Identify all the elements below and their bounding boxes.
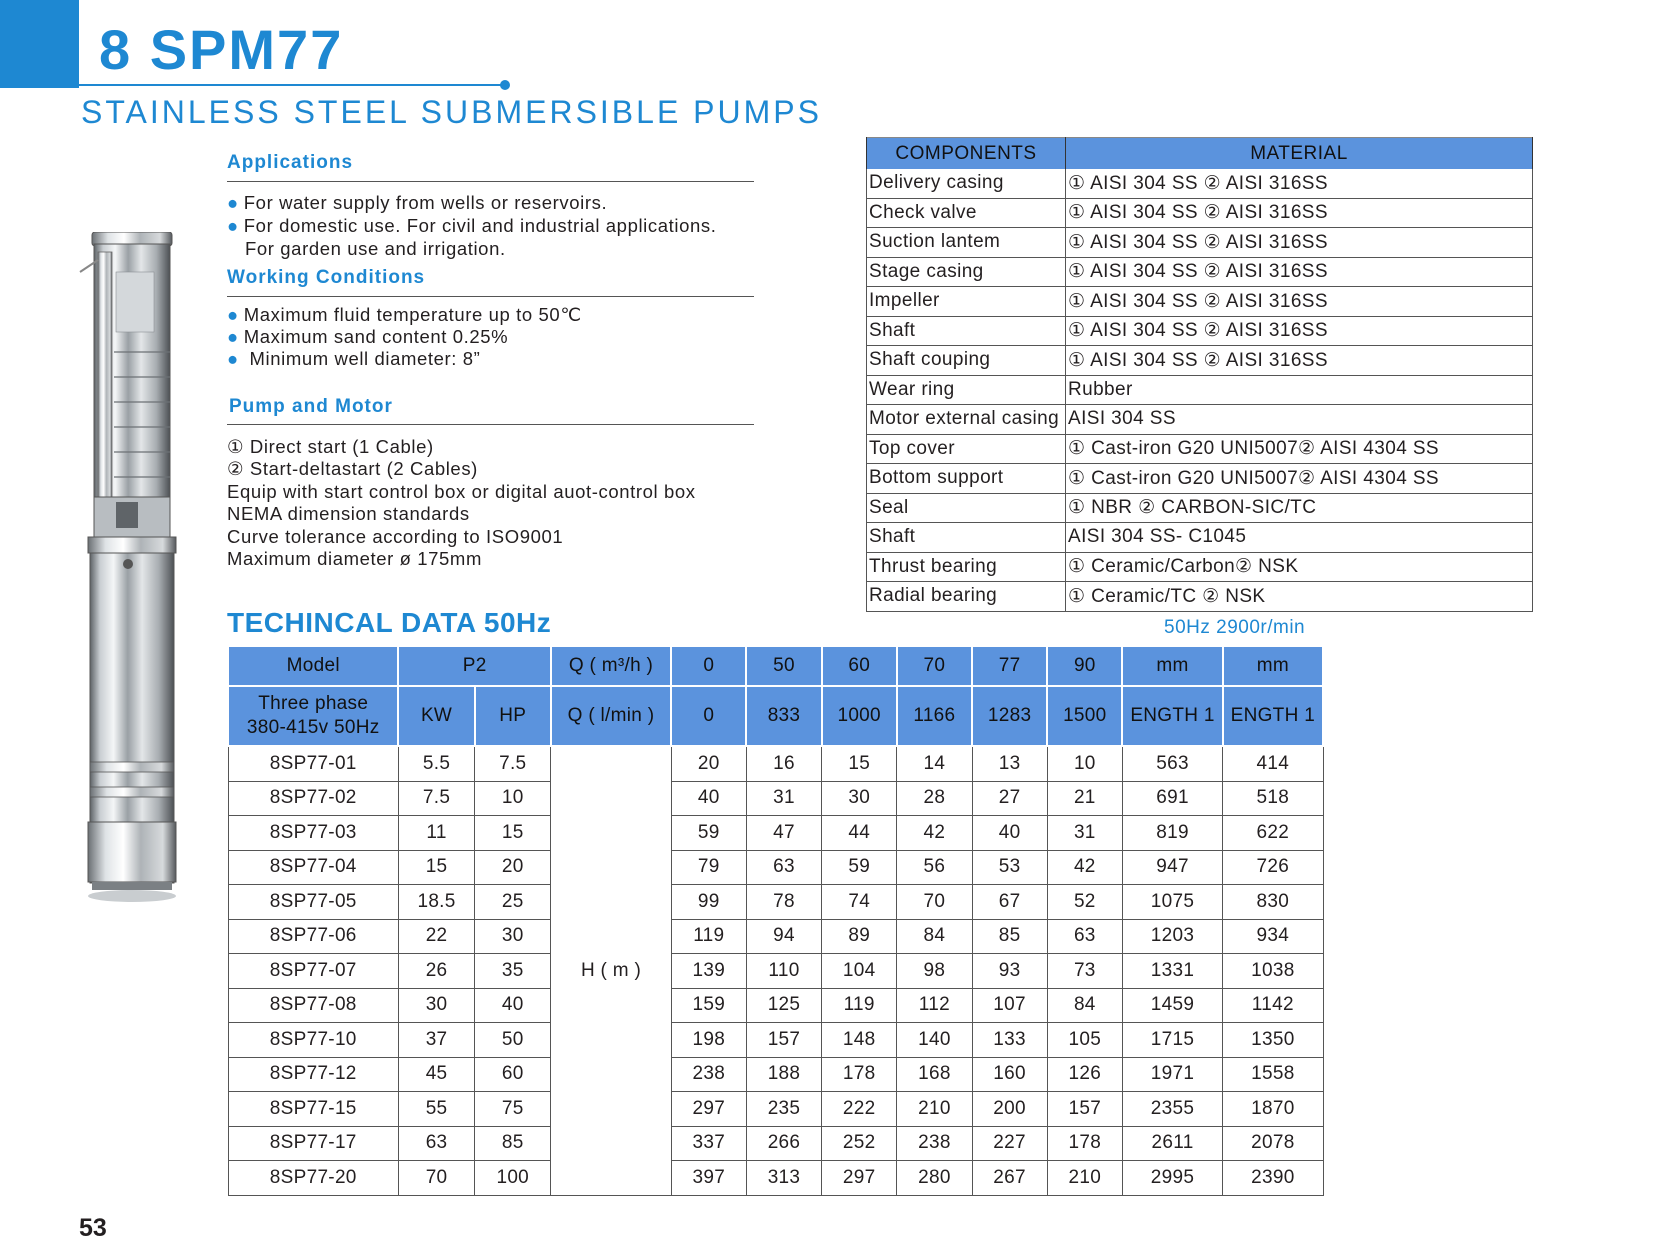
speed-note: 50Hz 2900r/min xyxy=(1164,617,1306,638)
hp-cell: 30 xyxy=(475,919,551,954)
table-row xyxy=(228,816,1323,851)
component-name: Shaft couping xyxy=(867,346,1066,376)
flow-value-header: 833 xyxy=(746,686,821,746)
head-value-cell: 84 xyxy=(1047,988,1122,1023)
length2-cell: 1558 xyxy=(1223,1057,1323,1092)
length1-cell: 2355 xyxy=(1122,1092,1222,1127)
length1-cell: 1715 xyxy=(1122,1023,1222,1058)
condition-item: ● Maximum sand content 0.25% xyxy=(227,326,509,347)
applications-rule xyxy=(227,181,754,182)
kw-cell: 26 xyxy=(398,954,474,989)
component-material: ① NBR ② CARBON-SIC/TC xyxy=(1066,493,1533,523)
head-value-cell: 313 xyxy=(746,1161,821,1196)
component-name: Radial bearing xyxy=(867,582,1066,612)
table-row xyxy=(228,919,1323,954)
head-value-cell: 235 xyxy=(746,1092,821,1127)
component-row xyxy=(867,375,1533,405)
header-row-flow-m3h xyxy=(228,646,1323,686)
head-value-cell: 159 xyxy=(671,988,746,1023)
phase-header: Three phase 380-415v 50Hz xyxy=(228,686,398,746)
working-conditions-rule xyxy=(227,296,754,297)
head-value-cell: 53 xyxy=(972,850,1047,885)
head-value-cell: 140 xyxy=(897,1023,972,1058)
head-value-cell: 30 xyxy=(822,781,897,816)
model-cell: 8SP77-02 xyxy=(228,781,398,816)
model-title: 8 SPM77 xyxy=(99,18,344,81)
kw-cell: 45 xyxy=(398,1057,474,1092)
pump-motor-line: Curve tolerance according to ISO9001 xyxy=(227,525,564,547)
flow-value-header: 50 xyxy=(746,646,821,686)
pump-illustration xyxy=(70,232,194,938)
length2-cell: 1350 xyxy=(1223,1023,1323,1058)
head-value-cell: 157 xyxy=(1047,1092,1122,1127)
head-value-cell: 59 xyxy=(822,850,897,885)
component-material: AISI 304 SS- C1045 xyxy=(1066,523,1533,553)
pump-motor-heading: Pump and Motor xyxy=(229,396,393,417)
length2-cell: 2078 xyxy=(1223,1126,1323,1161)
component-row xyxy=(867,464,1533,494)
kw-cell: 37 xyxy=(398,1023,474,1058)
component-material: Rubber xyxy=(1066,375,1533,405)
application-item: ● For water supply from wells or reservoirs. xyxy=(227,192,608,213)
head-value-cell: 73 xyxy=(1047,954,1122,989)
hp-header: HP xyxy=(475,686,551,746)
title-underline xyxy=(79,84,507,86)
head-value-cell: 84 xyxy=(897,919,972,954)
head-value-cell: 15 xyxy=(822,746,897,781)
hp-cell: 85 xyxy=(475,1126,551,1161)
component-row xyxy=(867,493,1533,523)
component-material: ① AISI 304 SS ② AISI 316SS xyxy=(1066,198,1533,228)
model-cell: 8SP77-08 xyxy=(228,988,398,1023)
head-value-cell: 85 xyxy=(972,919,1047,954)
head-value-cell: 107 xyxy=(972,988,1047,1023)
component-name: Top cover xyxy=(867,434,1066,464)
table-row xyxy=(228,1023,1323,1058)
head-value-cell: 42 xyxy=(1047,850,1122,885)
component-name: Seal xyxy=(867,493,1066,523)
component-name: Suction lantem xyxy=(867,228,1066,258)
component-name: Bottom support xyxy=(867,464,1066,494)
head-value-cell: 266 xyxy=(746,1126,821,1161)
working-conditions-list xyxy=(227,304,582,370)
length2-cell: 934 xyxy=(1223,919,1323,954)
components-body xyxy=(867,169,1533,611)
head-value-cell: 238 xyxy=(671,1057,746,1092)
kw-cell: 7.5 xyxy=(398,781,474,816)
applications-list xyxy=(227,191,716,260)
head-value-cell: 125 xyxy=(746,988,821,1023)
component-name: Wear ring xyxy=(867,375,1066,405)
flow-value-header: 0 xyxy=(671,686,746,746)
head-value-cell: 16 xyxy=(746,746,821,781)
length1-cell: 947 xyxy=(1122,850,1222,885)
kw-cell: 30 xyxy=(398,988,474,1023)
component-material: ① AISI 304 SS ② AISI 316SS xyxy=(1066,228,1533,258)
head-value-cell: 297 xyxy=(671,1092,746,1127)
header-color-block xyxy=(0,0,79,88)
head-value-cell: 74 xyxy=(822,885,897,920)
table-row xyxy=(228,954,1323,989)
head-value-cell: 21 xyxy=(1047,781,1122,816)
head-value-cell: 222 xyxy=(822,1092,897,1127)
head-value-cell: 44 xyxy=(822,816,897,851)
head-value-cell: 93 xyxy=(972,954,1047,989)
length1-cell: 2611 xyxy=(1122,1126,1222,1161)
model-cell: 8SP77-04 xyxy=(228,850,398,885)
head-value-cell: 27 xyxy=(972,781,1047,816)
head-value-cell: 94 xyxy=(746,919,821,954)
component-row xyxy=(867,346,1533,376)
head-value-cell: 20 xyxy=(671,746,746,781)
head-value-cell: 70 xyxy=(897,885,972,920)
flow-value-header: 1000 xyxy=(822,686,897,746)
pump-motor-line: ① Direct start (1 Cable) xyxy=(227,436,434,457)
head-value-cell: 200 xyxy=(972,1092,1047,1127)
bullet-icon: ● xyxy=(227,192,239,213)
components-table xyxy=(866,137,1533,612)
length1-cell: 1971 xyxy=(1122,1057,1222,1092)
length1-cell: 1331 xyxy=(1122,954,1222,989)
head-value-cell: 99 xyxy=(671,885,746,920)
bullet-icon: ● xyxy=(227,215,239,236)
flow-value-header: 77 xyxy=(972,646,1047,686)
head-value-cell: 31 xyxy=(1047,816,1122,851)
kw-cell: 5.5 xyxy=(398,746,474,781)
component-name: Shaft xyxy=(867,523,1066,553)
title-underline-dot xyxy=(500,80,510,90)
head-value-cell: 63 xyxy=(746,850,821,885)
head-value-cell: 133 xyxy=(972,1023,1047,1058)
p2-header: P2 xyxy=(398,646,550,686)
head-value-cell: 40 xyxy=(671,781,746,816)
head-value-cell: 89 xyxy=(822,919,897,954)
length2-cell: 1142 xyxy=(1223,988,1323,1023)
head-value-cell: 198 xyxy=(671,1023,746,1058)
length1-cell: 563 xyxy=(1122,746,1222,781)
flow-value-header: 1500 xyxy=(1047,686,1122,746)
hp-cell: 100 xyxy=(475,1161,551,1196)
model-cell: 8SP77-17 xyxy=(228,1126,398,1161)
component-row xyxy=(867,198,1533,228)
table-row xyxy=(228,850,1323,885)
length-header: ENGTH 1 xyxy=(1223,686,1323,746)
header-row-flow-lmin xyxy=(228,686,1323,746)
hp-cell: 75 xyxy=(475,1092,551,1127)
hp-cell: 20 xyxy=(475,850,551,885)
model-cell: 8SP77-01 xyxy=(228,746,398,781)
model-cell: 8SP77-12 xyxy=(228,1057,398,1092)
head-value-cell: 14 xyxy=(897,746,972,781)
length1-cell: 1459 xyxy=(1122,988,1222,1023)
flow-value-header: 0 xyxy=(671,646,746,686)
kw-cell: 22 xyxy=(398,919,474,954)
length-header: ENGTH 1 xyxy=(1122,686,1222,746)
table-row xyxy=(228,781,1323,816)
component-material: ① Ceramic/TC ② NSK xyxy=(1066,582,1533,612)
flow-lmin-header: Q ( l/min ) xyxy=(551,686,671,746)
head-value-cell: 337 xyxy=(671,1126,746,1161)
table-row xyxy=(228,1057,1323,1092)
component-name: Delivery casing xyxy=(867,169,1066,198)
component-row xyxy=(867,257,1533,287)
head-value-cell: 280 xyxy=(897,1161,972,1196)
head-value-cell: 397 xyxy=(671,1161,746,1196)
length1-cell: 1203 xyxy=(1122,919,1222,954)
component-row xyxy=(867,287,1533,317)
head-value-cell: 188 xyxy=(746,1057,821,1092)
length1-cell: 819 xyxy=(1122,816,1222,851)
table-row xyxy=(228,988,1323,1023)
component-material: ① AISI 304 SS ② AISI 316SS xyxy=(1066,287,1533,317)
model-cell: 8SP77-15 xyxy=(228,1092,398,1127)
head-value-cell: 139 xyxy=(671,954,746,989)
head-value-cell: 13 xyxy=(972,746,1047,781)
kw-header: KW xyxy=(398,686,474,746)
bullet-icon: ● xyxy=(227,304,239,325)
flow-value-header: 1283 xyxy=(972,686,1047,746)
component-name: Stage casing xyxy=(867,257,1066,287)
flow-m3h-header: Q ( m³/h ) xyxy=(551,646,671,686)
head-value-cell: 104 xyxy=(822,954,897,989)
head-value-cell: 67 xyxy=(972,885,1047,920)
model-cell: 8SP77-10 xyxy=(228,1023,398,1058)
pump-motor-line: Maximum diameter ø 175mm xyxy=(227,548,482,570)
technical-data-body xyxy=(228,746,1323,1195)
table-row xyxy=(228,1126,1323,1161)
component-material: ① AISI 304 SS ② AISI 316SS xyxy=(1066,346,1533,376)
component-name: Motor external casing xyxy=(867,405,1066,435)
kw-cell: 55 xyxy=(398,1092,474,1127)
component-row xyxy=(867,523,1533,553)
head-value-cell: 105 xyxy=(1047,1023,1122,1058)
head-value-cell: 42 xyxy=(897,816,972,851)
pump-motor-line: ② Start-deltastart (2 Cables) xyxy=(227,458,478,480)
component-material: ① AISI 304 SS ② AISI 316SS xyxy=(1066,316,1533,346)
head-value-cell: 297 xyxy=(822,1161,897,1196)
head-value-cell: 78 xyxy=(746,885,821,920)
length2-cell: 2390 xyxy=(1223,1161,1323,1196)
table-row xyxy=(228,746,1323,781)
head-value-cell: 47 xyxy=(746,816,821,851)
length1-cell: 691 xyxy=(1122,781,1222,816)
condition-item: ● Maximum fluid temperature up to 50℃ xyxy=(227,304,582,325)
length2-cell: 414 xyxy=(1223,746,1323,781)
length2-cell: 726 xyxy=(1223,850,1323,885)
head-label-cell: H ( m ) xyxy=(551,746,671,1195)
hp-cell: 25 xyxy=(475,885,551,920)
component-material: ① AISI 304 SS ② AISI 316SS xyxy=(1066,257,1533,287)
head-value-cell: 148 xyxy=(822,1023,897,1058)
hp-cell: 50 xyxy=(475,1023,551,1058)
flow-value-header: 90 xyxy=(1047,646,1122,686)
kw-cell: 15 xyxy=(398,850,474,885)
model-cell: 8SP77-06 xyxy=(228,919,398,954)
head-value-cell: 227 xyxy=(972,1126,1047,1161)
condition-item: ● Minimum well diameter: 8” xyxy=(227,348,481,369)
component-material: ① AISI 304 SS ② AISI 316SS xyxy=(1066,169,1533,198)
dimension-unit-header: mm xyxy=(1122,646,1222,686)
material-column-header: MATERIAL xyxy=(1066,138,1533,170)
head-value-cell: 79 xyxy=(671,850,746,885)
model-cell: 8SP77-05 xyxy=(228,885,398,920)
application-item: For garden use and irrigation. xyxy=(245,238,506,259)
head-value-cell: 157 xyxy=(746,1023,821,1058)
head-value-cell: 40 xyxy=(972,816,1047,851)
model-cell: 8SP77-07 xyxy=(228,954,398,989)
length2-cell: 830 xyxy=(1223,885,1323,920)
head-value-cell: 56 xyxy=(897,850,972,885)
component-row xyxy=(867,405,1533,435)
component-name: Shaft xyxy=(867,316,1066,346)
technical-data-table xyxy=(227,645,1324,1196)
page-subtitle: STAINLESS STEEL SUBMERSIBLE PUMPS xyxy=(81,94,822,130)
head-value-cell: 178 xyxy=(822,1057,897,1092)
working-conditions-heading: Working Conditions xyxy=(227,267,426,288)
pump-motor-line: NEMA dimension standards xyxy=(227,503,470,525)
length1-cell: 2995 xyxy=(1122,1161,1222,1196)
head-value-cell: 267 xyxy=(972,1161,1047,1196)
table-row xyxy=(228,1161,1323,1196)
component-name: Thrust bearing xyxy=(867,552,1066,582)
component-row xyxy=(867,169,1533,198)
component-material: AISI 304 SS xyxy=(1066,405,1533,435)
components-header-row xyxy=(867,138,1533,170)
model-cell: 8SP77-03 xyxy=(228,816,398,851)
head-value-cell: 28 xyxy=(897,781,972,816)
length1-cell: 1075 xyxy=(1122,885,1222,920)
dimension-unit-header: mm xyxy=(1223,646,1323,686)
kw-cell: 70 xyxy=(398,1161,474,1196)
head-value-cell: 110 xyxy=(746,954,821,989)
component-row xyxy=(867,316,1533,346)
component-row xyxy=(867,582,1533,612)
head-value-cell: 168 xyxy=(897,1057,972,1092)
head-value-cell: 210 xyxy=(897,1092,972,1127)
head-value-cell: 98 xyxy=(897,954,972,989)
table-row xyxy=(228,885,1323,920)
model-cell: 8SP77-20 xyxy=(228,1161,398,1196)
kw-cell: 63 xyxy=(398,1126,474,1161)
head-value-cell: 238 xyxy=(897,1126,972,1161)
bullet-icon: ● xyxy=(227,348,239,369)
flow-value-header: 60 xyxy=(822,646,897,686)
application-item: ● For domestic use. For civil and industrial applications. xyxy=(227,215,717,236)
head-value-cell: 112 xyxy=(897,988,972,1023)
head-value-cell: 31 xyxy=(746,781,821,816)
flow-value-header: 1166 xyxy=(897,686,972,746)
pump-motor-rule xyxy=(227,424,754,425)
head-value-cell: 252 xyxy=(822,1126,897,1161)
table-row xyxy=(228,1092,1323,1127)
length2-cell: 622 xyxy=(1223,816,1323,851)
head-value-cell: 10 xyxy=(1047,746,1122,781)
component-row xyxy=(867,552,1533,582)
head-value-cell: 63 xyxy=(1047,919,1122,954)
component-material: ① Cast-iron G20 UNI5007② AISI 4304 SS xyxy=(1066,434,1533,464)
hp-cell: 35 xyxy=(475,954,551,989)
length2-cell: 1038 xyxy=(1223,954,1323,989)
head-value-cell: 52 xyxy=(1047,885,1122,920)
pump-motor-line: Equip with start control box or digital auot-control box xyxy=(227,480,696,502)
hp-cell: 40 xyxy=(475,988,551,1023)
hp-cell: 60 xyxy=(475,1057,551,1092)
kw-cell: 11 xyxy=(398,816,474,851)
head-value-cell: 119 xyxy=(671,919,746,954)
head-value-cell: 59 xyxy=(671,816,746,851)
component-row xyxy=(867,434,1533,464)
length2-cell: 518 xyxy=(1223,781,1323,816)
length2-cell: 1870 xyxy=(1223,1092,1323,1127)
components-column-header: COMPONENTS xyxy=(867,138,1066,170)
component-material: ① Cast-iron G20 UNI5007② AISI 4304 SS xyxy=(1066,464,1533,494)
head-value-cell: 126 xyxy=(1047,1057,1122,1092)
kw-cell: 18.5 xyxy=(398,885,474,920)
component-name: Check valve xyxy=(867,198,1066,228)
technical-data-heading: TECHINCAL DATA 50Hz xyxy=(227,607,552,638)
applications-heading: Applications xyxy=(227,152,354,173)
page-number: 53 xyxy=(79,1214,107,1242)
head-value-cell: 160 xyxy=(972,1057,1047,1092)
hp-cell: 15 xyxy=(475,816,551,851)
head-value-cell: 210 xyxy=(1047,1161,1122,1196)
head-value-cell: 178 xyxy=(1047,1126,1122,1161)
hp-cell: 7.5 xyxy=(475,746,551,781)
component-material: ① Ceramic/Carbon② NSK xyxy=(1066,552,1533,582)
pump-motor-list xyxy=(227,436,696,570)
flow-value-header: 70 xyxy=(897,646,972,686)
head-value-cell: 119 xyxy=(822,988,897,1023)
component-name: Impeller xyxy=(867,287,1066,317)
component-row xyxy=(867,228,1533,258)
model-header: Model xyxy=(228,646,398,686)
bullet-icon: ● xyxy=(227,326,239,347)
hp-cell: 10 xyxy=(475,781,551,816)
